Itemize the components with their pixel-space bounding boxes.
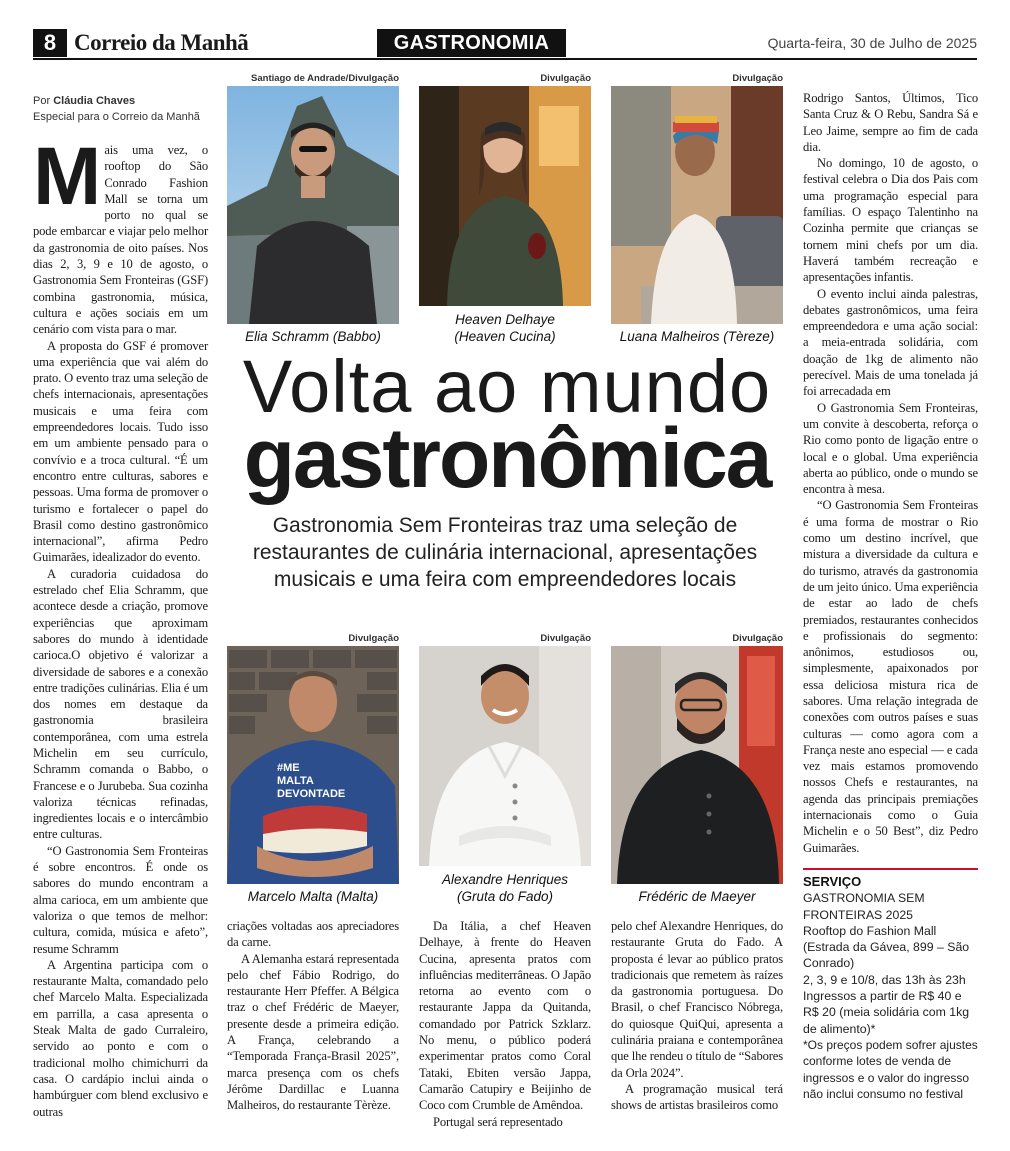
- article-column-2: [227, 918, 399, 1114]
- article-paragraph: criações voltadas aos apreciadores da carne.: [227, 919, 399, 950]
- photo-marcelo-malta: [227, 646, 399, 884]
- article-paragraph: Portugal será representado: [433, 1114, 563, 1129]
- caption-line: Alexandre Henriques: [441, 872, 569, 887]
- article-column-3: [419, 918, 591, 1130]
- article-paragraph: A programação musical terá shows de artistas brasileiros como: [611, 1081, 783, 1113]
- headline-deck: Gastronomia Sem Fronteiras traz uma seleção de restaurantes de culinária internacional, apresentações musicais e uma feira com empreendedores locais: [252, 514, 758, 591]
- service-rule: [803, 868, 978, 870]
- article-paragraph: A proposta do GSF é promover uma experiência que vai além do prato. O evento traz uma seleção de chefs internacionais, apresentações musicais e uma feira com empreendedores locais. Tudo isso em um ambiente pensado para o convívio e a troca cultural. “É um encontro entre culturas, sabores e pessoas. Uma forma de promover o turismo e fortalecer o papel do Brasil como destino gastronômico internacional”, afirma Pedro Guimarães, idealizador do evento.: [33, 338, 208, 565]
- article-paragraph: “O Gastronomia Sem Fronteiras é uma forma de mostrar o Rio como um destino incrível, que mistura a diversidade da cultura e do turismo, através da gastronomia de um jeito único. Uma experiência de estar ao lado de chefs premiados, restaurantes conhecidos e profissionais do segmento: anônimos, estudiosos ou, simplesmente, apaixonados por essa deliciosa mistura rica de sabores. Uma relação integrada de conexões com outros países e suas culturas — como agora com a França neste ano especial — e cada vez mais estamos promovendo nossos Chefs e restaurantes, na agenda das principais premiações internacionais como o Guia Michelin e o 50 Best”, diz Pedro Guimarães.: [803, 498, 978, 855]
- photo-caption: [227, 328, 399, 345]
- page-number: 8: [33, 29, 67, 57]
- article-paragraph: A Argentina participa com o restaurante Malta, comandado pelo chef Marcelo Malta. Especializada em parrilla, a casa apresenta o Steak Malta de gado Curraleiro, servido ao ponto e com o tradicional molho chimichurri da casa. O cardápio inclui ainda o hambúrguer com blend exclusivo e outras: [33, 957, 208, 1119]
- photo-elia-schramm: [227, 86, 399, 324]
- photo-frederic-de-maeyer: [611, 646, 783, 884]
- photo-caption: [419, 871, 591, 905]
- article-column-1: [33, 131, 208, 1120]
- caption-line: Heaven Delhaye: [455, 312, 555, 327]
- article-paragraph: “O Gastronomia Sem Fronteiras é sobre encontros. É onde os sabores do mundo encontram a alma carioca, em um ambiente que valoriza o que temos de melhor: cultura, comida, música e afeto”, resume Schramm: [33, 843, 208, 956]
- service-box: [803, 868, 978, 1102]
- service-line: 2, 3, 9 e 10/8, das 13h às 23h: [803, 972, 966, 987]
- article-paragraph: Rodrigo Santos, Últimos, Tico Santa Cruz & O Rebu, Sandra Sá e Leo Jaime, sempre ao fim de cada dia.: [803, 91, 978, 154]
- byline-role: Especial para o Correio da Manhã: [33, 111, 200, 123]
- photo-luana-malheiros: [611, 86, 783, 324]
- shirt-text-1: #ME: [277, 762, 300, 774]
- headline-line-1: Volta ao mundo: [242, 345, 772, 428]
- caption-line: (Gruta do Fado): [456, 889, 554, 904]
- byline: [33, 93, 223, 125]
- photo-alexandre-henriques: [419, 646, 591, 866]
- article-paragraph: A Alemanha estará representada pelo chef Fábio Rodrigo, do restaurante Herr Pfeffer. A Bélgica traz o chef Frédéric de Maeyer, presente desde a primeira edição. A França, celebrando a “Temporada França-Brasil 2025”, marca presença com os chefs Jérôme Dardillac e Luanna Malheiros, do restaurante Tèrèze.: [227, 951, 399, 1113]
- photo-credit: Santiago de Andrade/Divulgação: [251, 73, 399, 84]
- caption-line: (Heaven Cucina): [454, 329, 556, 344]
- publication-date: Quarta-feira, 30 de Julho de 2025: [767, 35, 977, 51]
- drop-cap: M: [33, 131, 99, 222]
- photo-credit: Divulgação: [348, 633, 399, 644]
- photo-caption: [419, 311, 591, 345]
- photo-heaven-delhaye: [419, 86, 591, 306]
- masthead: Correio da Manhã: [74, 30, 249, 55]
- photo-credit: Divulgação: [732, 633, 783, 644]
- photo-caption: [611, 328, 783, 345]
- article-paragraph: pelo chef Alexandre Henriques, do restaurante Gruta do Fado. A proposta é levar ao público pratos tradicionais que remetem às raízes da gastronomia portuguesa. Do Brasil, o chef Francisco Nóbrega, do quiosque QuiQui, apresenta a culinária praiana e contemporânea que lhe rendeu o título de “Sabores da Orla 2024”.: [611, 919, 783, 1080]
- caption-line: Elia Schramm (Babbo): [245, 329, 381, 344]
- service-line: Rooftop do Fashion Mall (Estrada da Gávea, 899 – São Conrado): [803, 923, 970, 971]
- caption-line: Marcelo Malta (Malta): [247, 889, 379, 904]
- service-title: SERVIÇO: [803, 874, 862, 889]
- service-line: Ingressos a partir de R$ 40 e R$ 20 (meia solidária com 1kg de alimento)*: [803, 989, 970, 1036]
- photo-credit: Divulgação: [540, 633, 591, 644]
- article-paragraph: ais uma vez, o rooftop do São Conrado Fashion Mall se torna um porto no qual se pode embarcar e viajar pelo melhor da gastronomia de oito países. Nos dias 2, 3, 9 e 10 de agosto, o Gastronomia Sem Fronteiras (GSF) combina gastronomia, música, cultura e ações sociais em um cenário com vista para o mar.: [33, 143, 208, 337]
- headline-line-2: gastronômica: [243, 411, 771, 505]
- article-column-5: [803, 90, 978, 856]
- article-paragraph: Da Itália, a chef Heaven Delhaye, à frente do Heaven Cucina, apresenta pratos com influências mediterrâneas. O Japão retorna ao evento com o restaurante Jappa da Quitanda, comandado por Patrick Szklarz. No menu, o público poderá experimentar pratos como Coral Tataki, Ebiten versão Jappa, Camarão Catupiry e Beijinho de Coco com Crumble de Amêndoa.: [419, 919, 591, 1113]
- caption-line: Luana Malheiros (Tèreze): [619, 329, 775, 344]
- photo-credit: Divulgação: [540, 73, 591, 84]
- service-line: GASTRONOMIA SEM FRONTEIRAS 2025: [803, 891, 925, 922]
- photo-credit: Divulgação: [732, 73, 783, 84]
- photo-caption: [227, 888, 399, 905]
- header-rule: [33, 58, 977, 60]
- article-paragraph: A curadoria cuidadosa do estrelado chef Elia Schramm, que acontece desde a criação, promove experiências que aproximam sabores do mundo à identidade carioca.O objetivo é valorizar a diversidade de sabores e a conexão entre tradições culinárias. Elia é um dos nomes em destaque da gastronomia brasileira contemporânea, com uma estrela Michelin em seu currículo, Schramm comanda o Babbo, o Francese e o Jurubeba. Sua cozinha valoriza técnicas refinadas, ingredientes locais e o intercâmbio entre culturas.: [33, 566, 208, 842]
- service-note: *Os preços podem sofrer ajustes conforme lotes de venda de ingressos e o valor do ingresso não inclui consumo no festival: [803, 1037, 978, 1101]
- article-column-4: [611, 918, 783, 1114]
- shirt-text-3: DEVONTADE: [277, 788, 346, 800]
- section-title: GASTRONOMIA: [377, 29, 566, 57]
- photo-caption: [611, 888, 783, 905]
- article-paragraph: No domingo, 10 de agosto, o festival celebra o Dia dos Pais com uma programação especial para famílias. O espaço Talentinho na Cozinha permite que crianças se tornem mini chefs por um dia. Haverá também recreação e apresentações infantis.: [803, 156, 978, 285]
- shirt-text-2: MALTA: [277, 775, 314, 787]
- byline-author: Cláudia Chaves: [53, 95, 136, 107]
- article-paragraph: O evento inclui ainda palestras, debates gastronômicos, uma feira empreendedora e uma ação social: a meia-entrada solidária, com doação de 1kg de alimento não perecível. Mais de uma tonelada já foi arrecadada em: [803, 286, 978, 399]
- caption-line: Frédéric de Maeyer: [638, 889, 756, 904]
- byline-prefix: Por: [33, 95, 51, 107]
- article-paragraph: O Gastronomia Sem Fronteiras, um convite à descoberta, reforça o Rio como ponto de ligação entre o local e o global. Uma experiência aberta ao público, onde o mundo se encontra à mesa.: [803, 400, 978, 497]
